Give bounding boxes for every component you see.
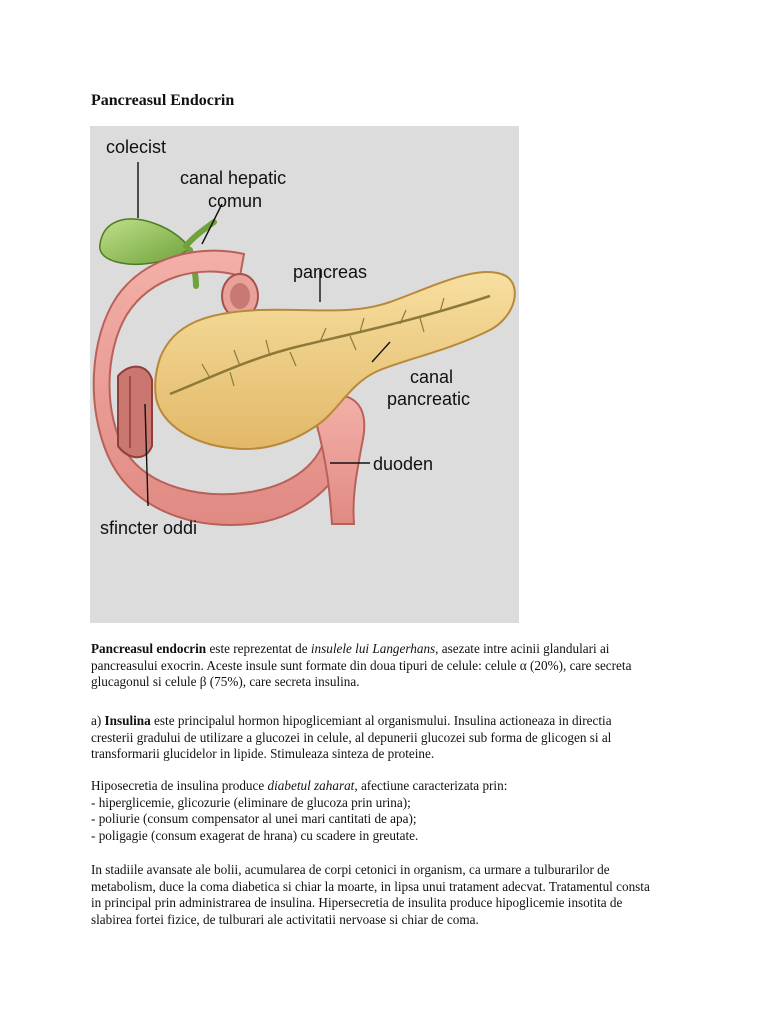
list-item: - hiperglicemie, glicozurie (eliminare de glucoza prin urina); [91, 794, 411, 810]
page-title: Pancreasul Endocrin [91, 92, 235, 109]
paragraph-hiposecretia: Hiposecretia de insulina produce diabetul zaharat, afectiune caracterizata prin: - hiperglicemie, glicozurie (eliminare de glucoza prin urina); - poliurie (consum compensator al unei mari cantitati de apa); - poligagie (consum exagerat de hrana) cu scadere in greutate. [91, 778, 691, 844]
label-canal-hepatic-comun: comun [208, 191, 263, 211]
duodenum-window-shape [118, 367, 152, 458]
paragraph-complicatii: In stadiile avansate ale bolii, acumularea de corpi cetonici in organism, ca urmare a tulburarilor de metabolism, duce la coma diabetica si chiar la moarte, in lipsa unui tratament adecvat. Tratamentul consta in principal prin administrarea de insulina. Hipersecretia de insulita produce hipoglicemie insotita de slabirea fortei fizice, de tulburari ale activitatii nervoase si chiar de coma. [91, 862, 650, 927]
term-pancreasul-endocrin: Pancreasul endocrin [91, 641, 207, 656]
term-diabetul-zaharat: diabetul zaharat [267, 778, 355, 793]
label-canal-pancreatic: pancreatic [387, 389, 471, 409]
term-insulina: Insulina [104, 713, 151, 728]
label-pancreas: pancreas [293, 262, 368, 282]
label-sfincter-oddi: sfincter oddi [100, 518, 198, 538]
term-insulele-langerhans: insulele lui Langerhans [310, 641, 436, 656]
label-colecist: colecist [106, 137, 167, 157]
label-duoden: duoden [373, 454, 434, 474]
paragraph-insulina: a) Insulina este principalul hormon hipoglicemiant al organismului. Insulina actioneaza in directia cresterii gradului de utilizare a glucozei in celule, al depunerii glucozei sub forma de glicogen si al transformarii glucidelor in lipide. Stimuleaza sinteza de proteine. [91, 713, 612, 761]
list-item: - poliurie (consum compensator al unei mari cantitati de apa); [91, 811, 417, 826]
paragraph-intro: Pancreasul endocrin este reprezentat de insulele lui Langerhans, asezate intre acinii glandulari ai pancreasului exocrin. Aceste insule sunt formate din doua tipuri de celule: celule α (20%), care secreta glucagonul si celule β (75%), care secreta insulina. [91, 641, 632, 689]
pancreas-diagram [90, 126, 519, 623]
label-canal: canal [410, 367, 454, 387]
pancreas-illustration [90, 126, 519, 623]
label-canal-hepatic: canal hepatic [180, 168, 287, 188]
list-item: - poligagie (consum exagerat de hrana) cu scadere in greutate. [91, 827, 419, 843]
